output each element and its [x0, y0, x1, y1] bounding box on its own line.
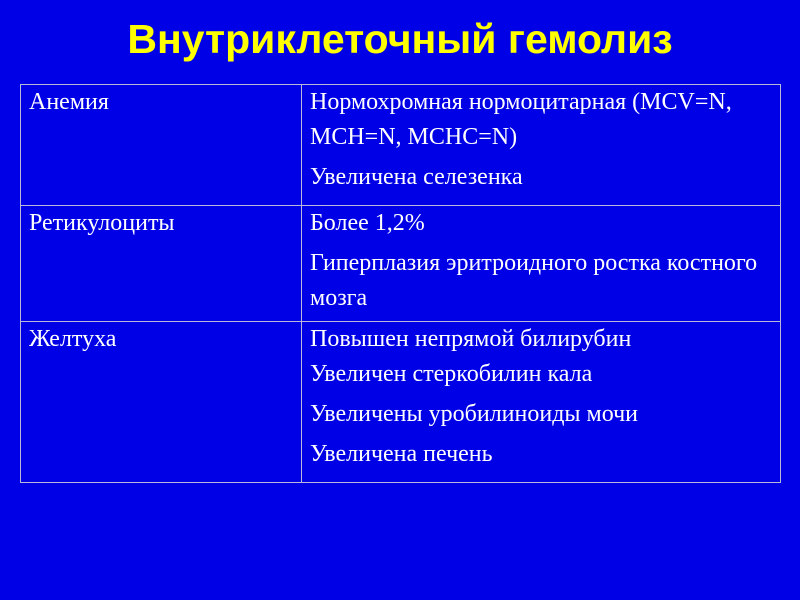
value-line: Увеличен стеркобилин кала: [310, 361, 593, 387]
row-label-reticulocytes: Ретикулоциты: [21, 206, 302, 322]
value-line: Повышен непрямой билирубин: [310, 326, 632, 352]
table-row-jaundice: [21, 322, 781, 483]
row-label-jaundice: Желтуха: [21, 322, 302, 483]
value-line: Более 1,2%: [310, 210, 425, 236]
value-line: Гиперплазия эритроидного ростка костного мозга: [310, 250, 758, 311]
row-value-reticulocytes: [302, 206, 781, 322]
row-value-anemia: [302, 85, 781, 206]
value-line: Нормохромная нормоцитарная (MCV=N, MCH=N, MCHC=N): [310, 89, 732, 150]
row-value-jaundice: [302, 322, 781, 483]
value-line: Увеличена печень: [310, 441, 493, 467]
table-row-anemia: [21, 85, 781, 206]
slide-title: Внутриклеточный гемолиз: [127, 16, 673, 62]
row-label-anemia: Анемия: [21, 85, 302, 206]
table-row-reticulocytes: [21, 206, 781, 322]
value-line: Увеличена селезенка: [310, 164, 523, 190]
hemolysis-table: [20, 84, 781, 483]
value-line: Увеличены уробилиноиды мочи: [310, 401, 639, 427]
